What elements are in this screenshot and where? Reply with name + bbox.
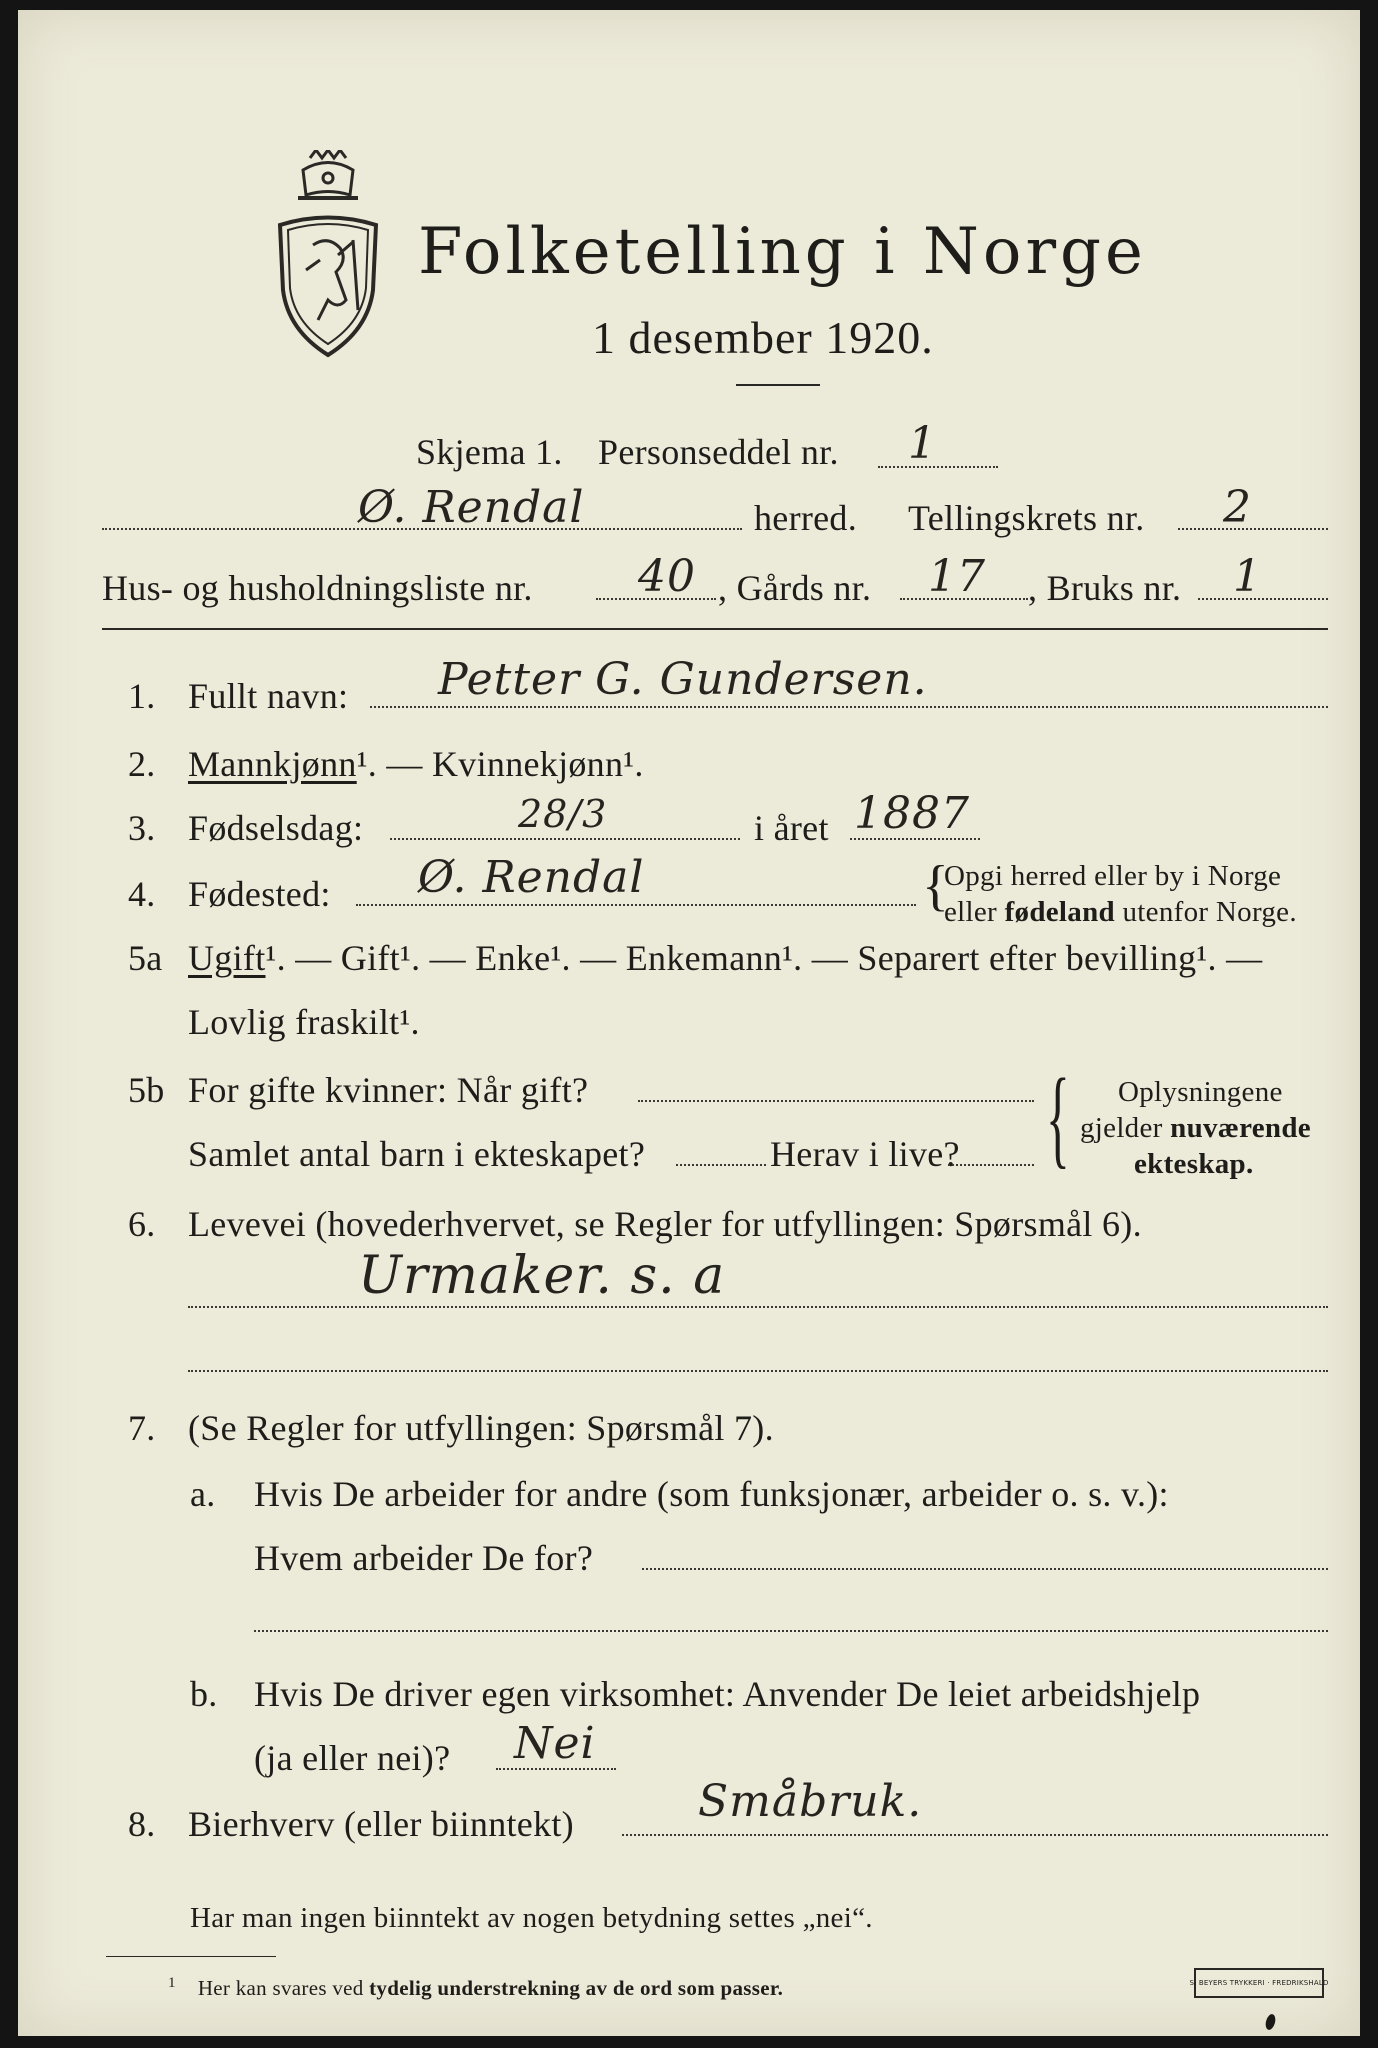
census-date: 1 desember 1920. [592,312,934,363]
coat-of-arms-icon [258,150,398,365]
q7b-letter: b. [190,1674,218,1714]
q3-label: Fødselsdag: [188,808,364,848]
personseddel-value: 1 [908,418,937,469]
q5b-label3: Herav i live? [770,1134,960,1174]
q7a-label2: Hvem arbeider De for? [254,1538,594,1578]
printer-stamp [1189,1968,1329,1998]
q4-brace: { [922,855,950,917]
q8-label: Bierhverv (eller biinntekt) [188,1804,574,1844]
footnote-text-b: tydelig understrekning av de ord som passer. [369,1976,784,2000]
personseddel-label: Personseddel nr. [598,432,839,472]
q4-note-2-b: fødeland [1004,896,1115,928]
q2-male-option: Mannkjønn [188,744,357,784]
q4-number: 4. [128,874,156,914]
gards-value: 17 [928,551,986,602]
q2-female-option: Kvinnekjønn¹. [432,744,644,784]
bruks-label: , Bruks nr. [1028,568,1182,608]
q5b-note-3: ekteskap. [1134,1148,1254,1180]
q7-label: (Se Regler for utfyllingen: Spørsmål 7). [188,1408,774,1448]
q7a-label: Hvis De arbeider for andre (som funksjonær, arbeider o. s. v.): [254,1474,1169,1514]
footnote [168,1976,783,1999]
printer-stamp-text: S. BEYERS TRYKKERI · FREDRIKSHALD [1189,1979,1329,1987]
q6-line1 [188,1306,1328,1308]
q3-year-label: i året [754,808,829,848]
q5b-line3 [948,1164,1034,1166]
q4-label: Fødested: [188,874,331,914]
q1-label: Fullt navn: [188,676,349,716]
q7a-letter: a. [190,1474,216,1514]
q5b-number: 5b [128,1070,165,1110]
q8-number: 8. [128,1804,156,1844]
hus-value: 40 [638,551,696,602]
footnote-mark: 1 [168,1975,176,1991]
q7b-label: Hvis De driver egen virksomhet: Anvender De leiet arbeidshjelp [254,1674,1201,1714]
q4-note-2-a: eller [944,896,1005,928]
q1-number: 1. [128,676,156,716]
footnote-text-a: Her kan svares ved [197,1976,370,2000]
form-title: Folketelling i Norge [418,215,1147,289]
footer-note: Har man ingen biinntekt av nogen betydning settes „nei“. [190,1902,873,1934]
q6-line2 [188,1370,1328,1372]
q7-number: 7. [128,1408,156,1448]
section-divider [102,628,1328,630]
q2-options [188,746,644,782]
q5a-ugift-option: Ugift [188,938,266,978]
q5b-note-2-a: gjelder [1080,1112,1171,1144]
q5b-note-1: Oplysningene [1118,1076,1283,1108]
q3-year-value: 1887 [854,788,970,839]
q7b-label2: (ja eller nei)? [254,1738,451,1778]
gards-label: , Gårds nr. [718,568,872,608]
q4-value: Ø. Rendal [418,852,645,903]
hus-label: Hus- og husholdningsliste nr. [102,568,533,608]
q7a-line1 [642,1568,1328,1570]
q8-value: Småbruk. [698,1776,923,1827]
q1-line [370,706,1328,708]
q3-number: 3. [128,808,156,848]
census-form-sheet [18,10,1360,2036]
q6-label: Levevei (hovederhvervet, se Regler for utfyllingen: Spørsmål 6). [188,1204,1142,1244]
q1-value: Petter G. Gundersen. [438,654,928,705]
q5b-label1: For gifte kvinner: Når gift? [188,1070,589,1110]
herred-value: Ø. Rendal [358,482,585,533]
q5a-options [188,940,1262,976]
q5a-line2: Lovlig fraskilt¹. [188,1002,420,1042]
q8-line [622,1834,1328,1836]
q5b-note-2-b: nuværende [1170,1112,1311,1144]
q5b-line1 [638,1100,1034,1102]
q7b-value: Nei [514,1718,596,1769]
q4-line [356,904,916,906]
q6-number: 6. [128,1204,156,1244]
footnote-divider [106,1956,276,1957]
q4-note-2-c: utenfor Norge. [1114,896,1297,928]
q4-note-2 [944,898,1297,927]
bruks-value: 1 [1233,551,1262,602]
q4-note-1: Opgi herred eller by i Norge [944,860,1282,892]
herred-label: herred. [754,498,858,538]
tellingskrets-label: Tellingskrets nr. [908,498,1145,538]
q5a-other-options: ¹. — Gift¹. — Enke¹. — Enkemann¹. — Separert efter bevilling¹. — [265,938,1263,978]
q2-number: 2. [128,744,156,784]
q6-value: Urmaker. s. a [358,1246,726,1306]
q2-separator: ¹. — [356,744,432,784]
q5b-line2 [676,1164,766,1166]
q5b-note-2 [1080,1114,1311,1143]
q3-value: 28/3 [518,792,608,836]
personseddel-line [878,466,998,468]
q5b-label2: Samlet antal barn i ekteskapet? [188,1134,646,1174]
ink-blot [1264,2013,1277,2031]
q7a-line2 [254,1630,1328,1632]
skjema-label: Skjema 1. [416,432,563,472]
q3-line [390,838,740,840]
bruks-line [1198,598,1328,600]
title-divider [736,384,820,386]
q5a-number: 5a [128,938,163,978]
tellingskrets-line [1178,528,1328,530]
tellingskrets-value: 2 [1223,482,1252,533]
q5b-brace: { [1046,1056,1070,1178]
